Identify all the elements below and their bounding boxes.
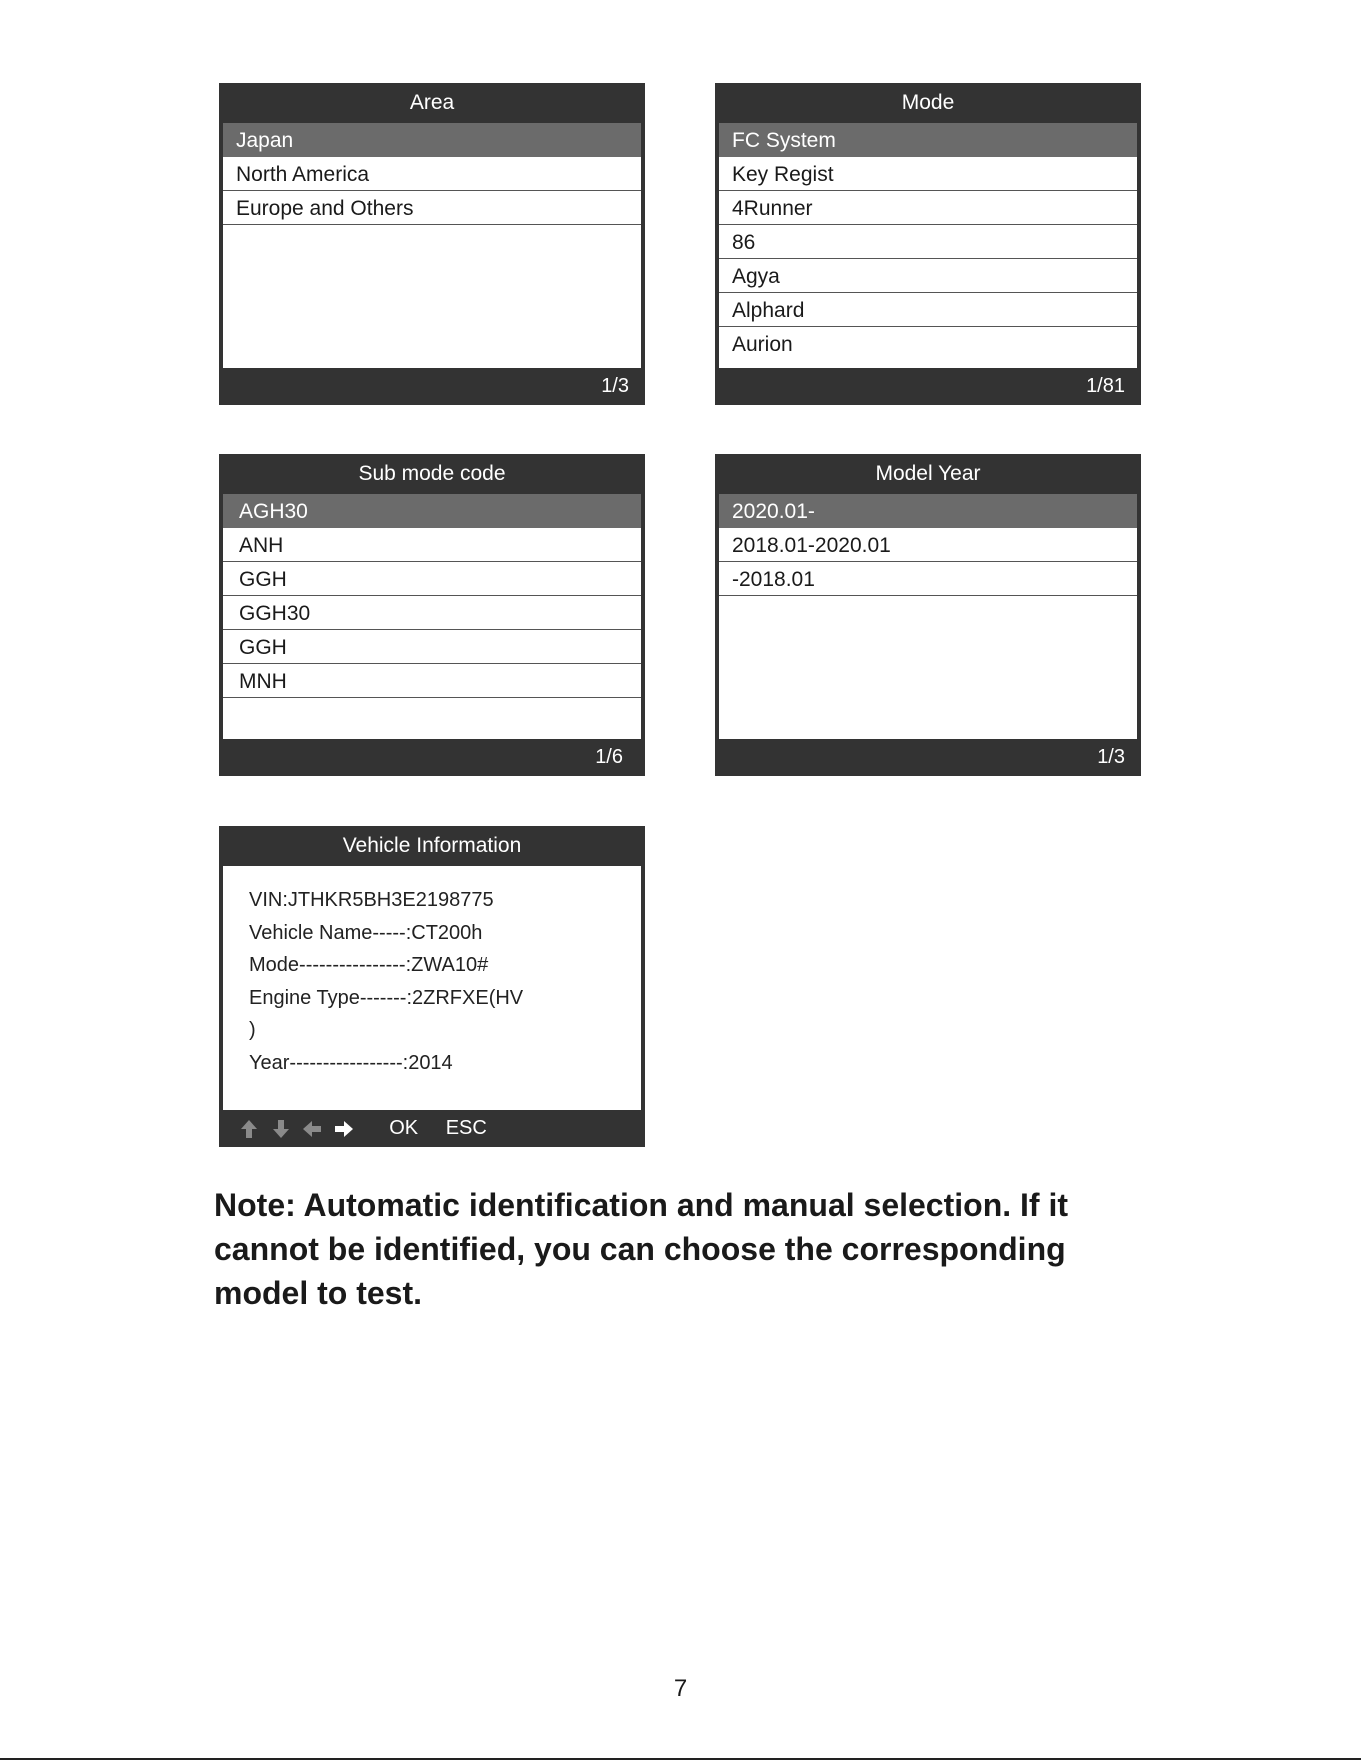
menu-item[interactable]: FC System: [719, 123, 1137, 157]
menu-item[interactable]: Aurion: [732, 333, 793, 356]
menu-item[interactable]: 86: [719, 225, 1137, 259]
arrow-up-icon[interactable]: [237, 1117, 261, 1141]
submode-screen: [219, 454, 645, 776]
nav-bar: [219, 1110, 645, 1147]
page-indicator: 1/3: [1097, 746, 1125, 768]
menu-item[interactable]: GGH: [223, 562, 641, 596]
arrow-right-icon[interactable]: [332, 1117, 356, 1141]
menu-item[interactable]: AGH30: [223, 494, 641, 528]
page-indicator: 1/3: [601, 375, 629, 397]
screen-title: Model Year: [875, 462, 981, 485]
ok-button[interactable]: OK: [389, 1117, 419, 1139]
vehicle-info-body: [223, 866, 641, 1110]
page-indicator: 1/81: [1086, 375, 1125, 397]
page-number: 7: [673, 1675, 688, 1702]
vin-line: VIN:JTHKR5BH3E2198775: [249, 889, 494, 911]
screen-title: Mode: [901, 91, 955, 114]
menu-item[interactable]: Alphard: [719, 293, 1137, 327]
menu-item[interactable]: 4Runner: [719, 191, 1137, 225]
menu-item[interactable]: 2018.01-2020.01: [719, 528, 1137, 562]
menu-list: [719, 494, 1137, 739]
menu-list: [223, 494, 641, 739]
engine-type-line: Engine Type-------:2ZRFXE(HV: [249, 986, 524, 1009]
screen-title: Vehicle Information: [342, 834, 522, 857]
arrow-down-icon[interactable]: [269, 1117, 293, 1141]
mode-screen: [715, 83, 1141, 405]
menu-item-north-america[interactable]: North America: [223, 157, 641, 191]
menu-item[interactable]: GGH30: [223, 596, 641, 630]
menu-item[interactable]: Agya: [719, 259, 1137, 293]
model-year-screen: [715, 454, 1141, 776]
menu-list: [719, 123, 1137, 368]
area-screen: [219, 83, 645, 405]
vehicle-name-line: Vehicle Name-----:CT200h: [249, 921, 483, 944]
vehicle-info-screen: [219, 826, 645, 1147]
year-line: Year-----------------:2014: [249, 1051, 453, 1074]
note-text: Note: Automatic identification and manual selection. If it cannot be identified, you can choose the corresponding model to test.: [214, 1187, 1068, 1311]
menu-item-japan[interactable]: Japan: [223, 123, 641, 157]
mode-line: Mode----------------:ZWA10#: [249, 954, 489, 976]
menu-item[interactable]: GGH: [223, 630, 641, 664]
bottom-divider: [0, 1758, 1361, 1760]
esc-button[interactable]: ESC: [445, 1117, 487, 1139]
arrow-left-icon[interactable]: [300, 1117, 324, 1141]
menu-item[interactable]: Key Regist: [719, 157, 1137, 191]
menu-item-europe-and-others[interactable]: Europe and Others: [223, 191, 641, 225]
menu-item[interactable]: 2020.01-: [719, 494, 1137, 528]
screen-title: Area: [409, 91, 455, 114]
menu-item[interactable]: MNH: [223, 664, 641, 698]
engine-type-continuation: ): [249, 1019, 256, 1041]
menu-item[interactable]: ANH: [223, 528, 641, 562]
screen-title: Sub mode code: [358, 462, 506, 485]
page-indicator: 1/6: [595, 746, 623, 768]
menu-list: [223, 123, 641, 368]
menu-item[interactable]: -2018.01: [719, 562, 1137, 596]
